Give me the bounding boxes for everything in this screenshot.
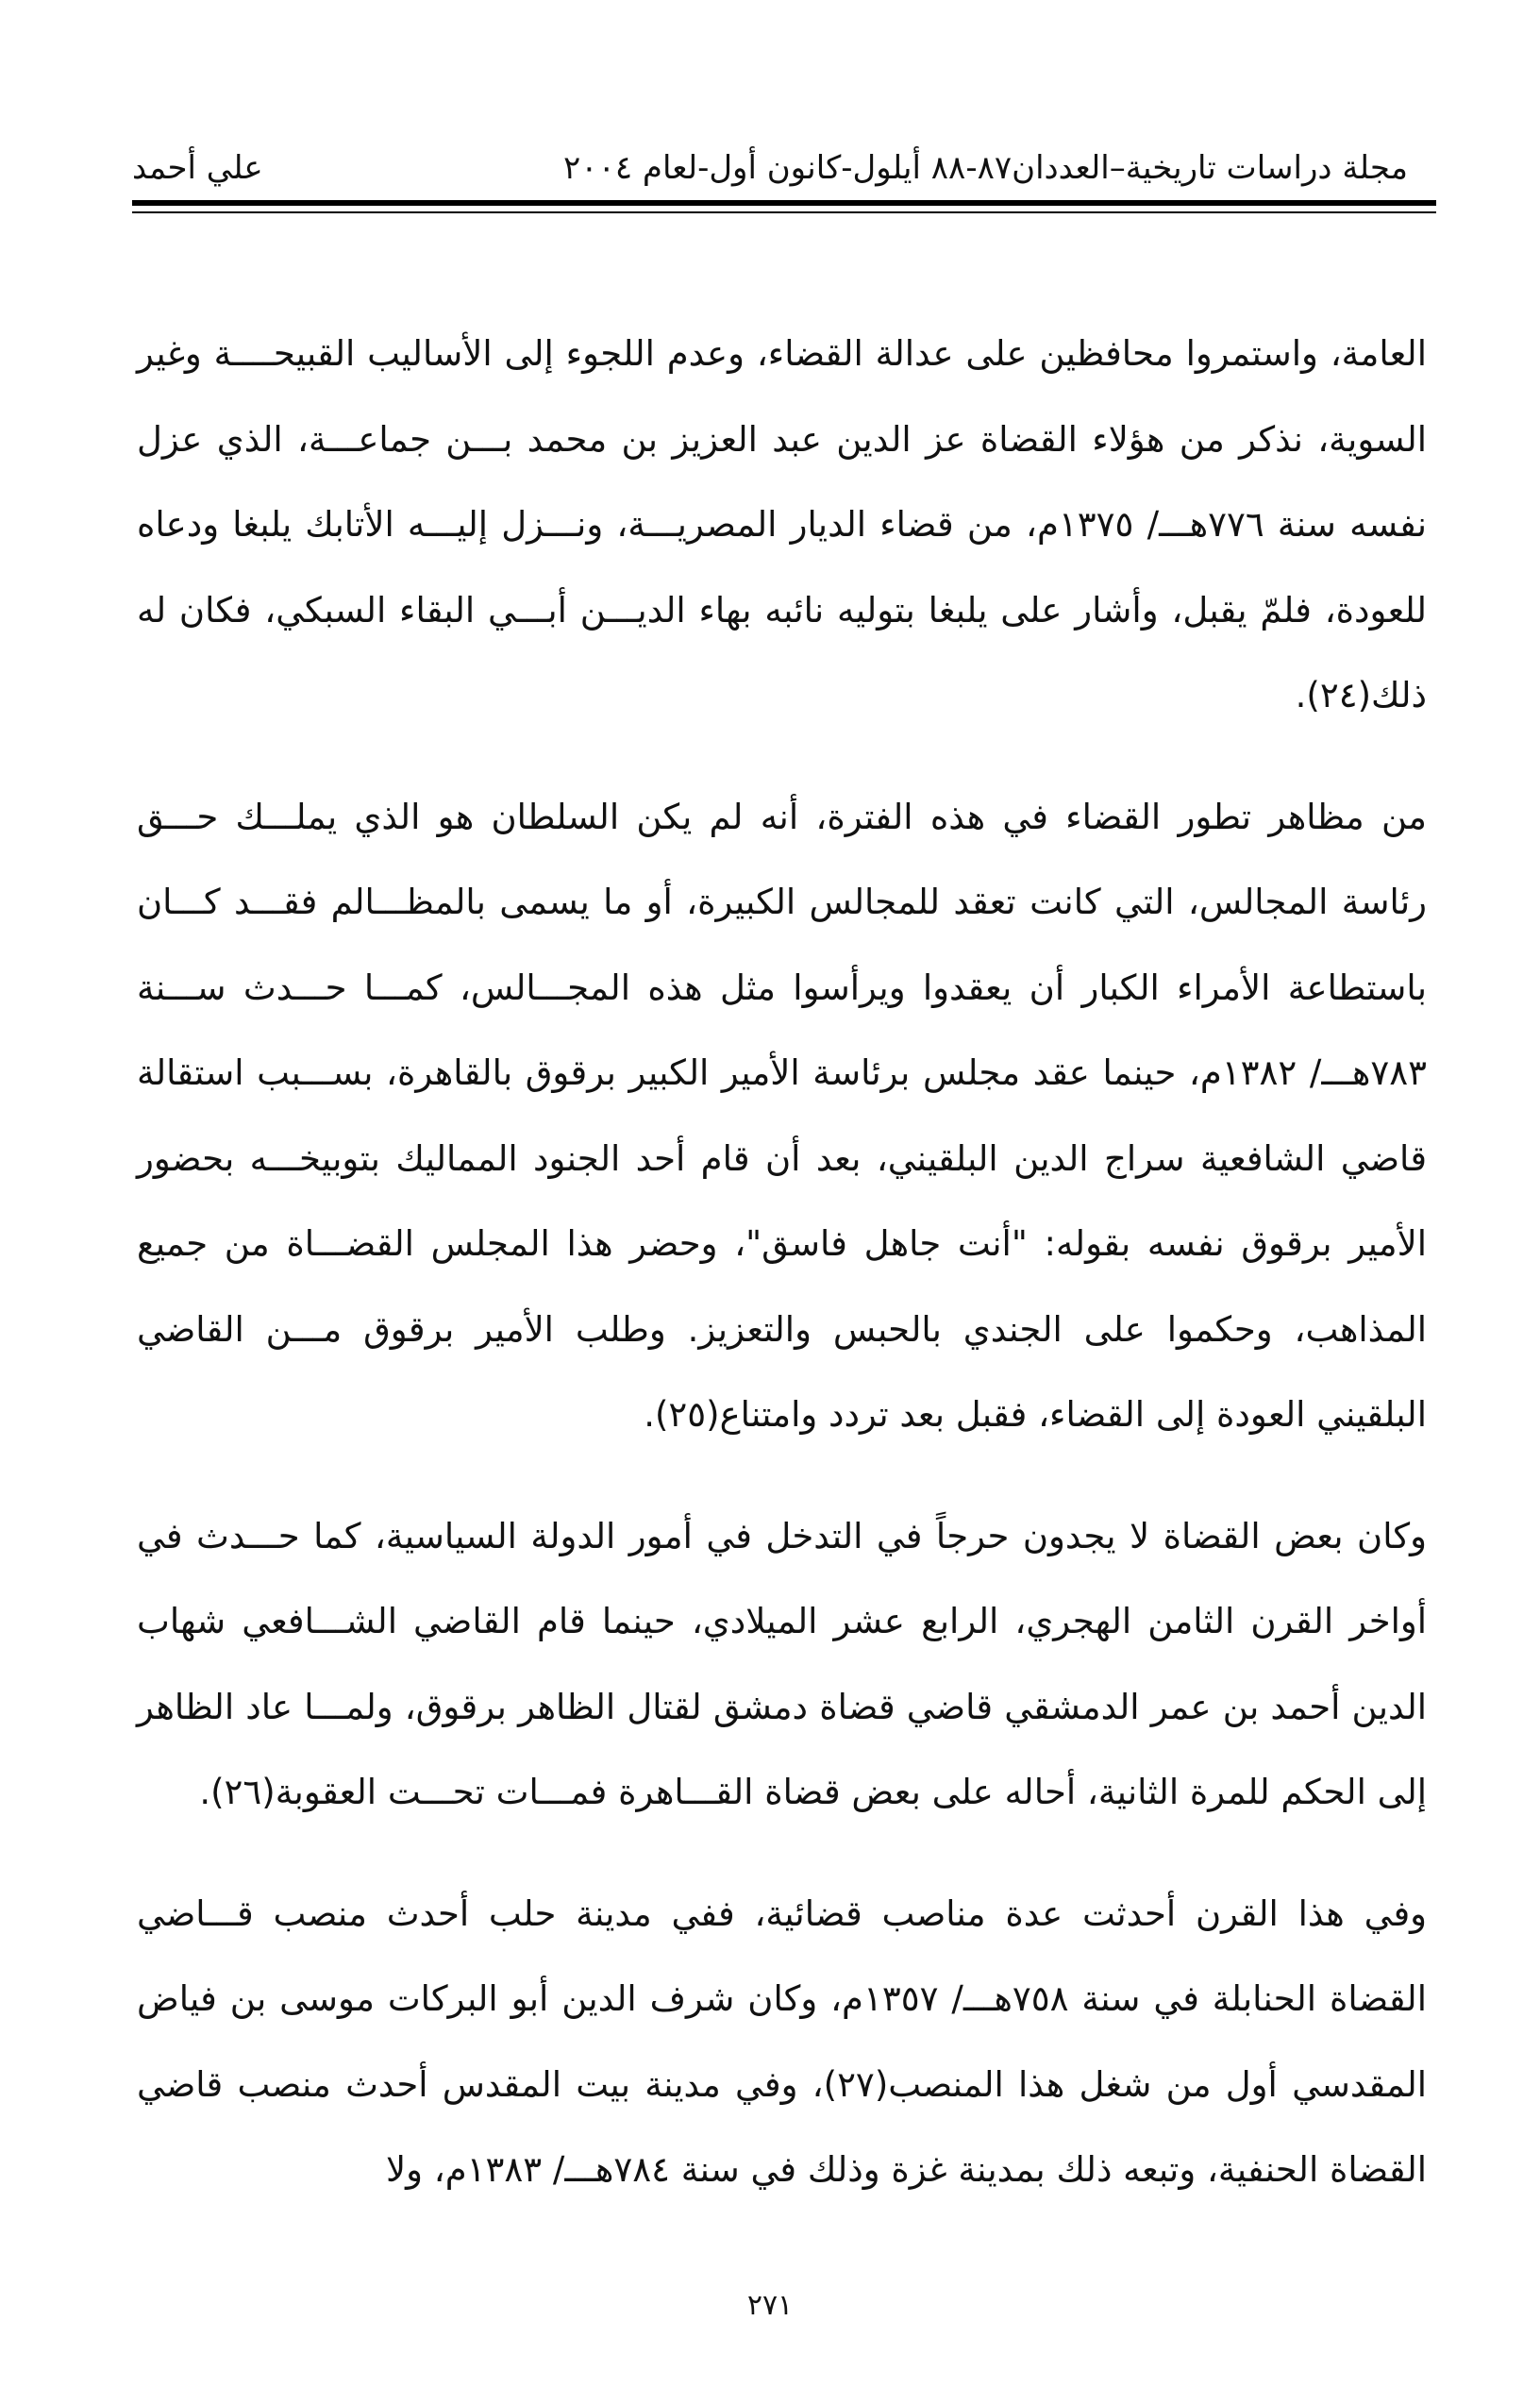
running-header	[132, 142, 1408, 198]
author-name: علي أحمد	[132, 149, 263, 187]
page-number: ٢٧١	[746, 2289, 794, 2322]
paragraph-3: وكان بعض القضاة لا يجدون حرجاً في التدخل في أمور الدولة السياسية، كما حـــدث في أواخر القرن الثامن الهجري، الرابع عشر الميلادي، حينما قام القاضي الشـــافعي شهاب الدين أحمد بن عمر الدمشقي قاضي قضاة دمشق لقتال الظاهر برقوق، ولمـــا عاد الظاهر إلى الحكم للمرة الثانية، أحاله على بعض قضاة القـــاهرة فمـــات تحـــت العقوبة(٢٦).	[137, 1515, 1427, 1812]
body-text	[137, 311, 1427, 2249]
journal-title: مجلة دراسات تاريخية–العددان٨٧-٨٨ أيلول-كانون أول-لعام ٢٠٠٤	[563, 149, 1408, 187]
paragraph-2: من مظاهر تطور القضاء في هذه الفترة، أنه لم يكن السلطان هو الذي يملـــك حـــق رئاسة المجالس، التي كانت تعقد للمجالس الكبيرة، أو ما يسمى بالمظـــالم فقـــد كـــان باستطاعة الأمراء الكبار أن يعقدوا ويرأسوا مثل هذه المجـــالس، كمـــا حـــدث ســـنة ٧٨٣هـــ/ ١٣٨٢م، حينما عقد مجلس برئاسة الأمير الكبير برقوق بالقاهرة، بســـبب استقالة قاضي الشافعية سراج الدين البلقيني، بعد أن قام أحد الجنود المماليك بتوبيخـــه بحضور الأمير برقوق نفسه بقوله: "أنت جاهل فاسق"، وحضر هذا المجلس القضـــاة من جميع المذاهب، وحكموا على الجندي بالحبس والتعزيز. وطلب الأمير برقوق مـــن القاضي البلقيني العودة إلى القضاء، فقبل بعد تردد وامتناع(٢٥).	[137, 796, 1427, 1435]
header-rule-thin	[132, 211, 1436, 213]
paragraph-4: وفي هذا القرن أحدثت عدة مناصب قضائية، ففي مدينة حلب أحدث منصب قـــاضي القضاة الحنابلة في سنة ٧٥٨هـــ/ ١٣٥٧م، وكان شرف الدين أبو البركات موسى بن فياض المقدسي أول من شغل هذا المنصب(٢٧)، وفي مدينة بيت المقدس أحدث منصب قاضي القضاة الحنفية، وتبعه ذلك بمدينة غزة وذلك في سنة ٧٨٤هـــ/ ١٣٨٣م، ولا	[137, 1892, 1427, 2190]
paragraph-1: العامة، واستمروا محافظين على عدالة القضاء، وعدم اللجوء إلى الأساليب القبيحــــة وغير السوية، نذكر من هؤلاء القضاة عز الدين عبد العزيز بن محمد بـــن جماعـــة، الذي عزل نفسه سنة ٧٧٦هـــ/ ١٣٧٥م، من قضاء الديار المصريـــة، ونـــزل إليـــه الأتابك يلبغا ودعاه للعودة، فلمّ يقبل، وأشار على يلبغا بتوليه نائبه بهاء الديـــن أبـــي البقاء السبكي، فكان له ذلك(٢٤).	[137, 333, 1427, 715]
header-rule-thick	[132, 200, 1436, 206]
